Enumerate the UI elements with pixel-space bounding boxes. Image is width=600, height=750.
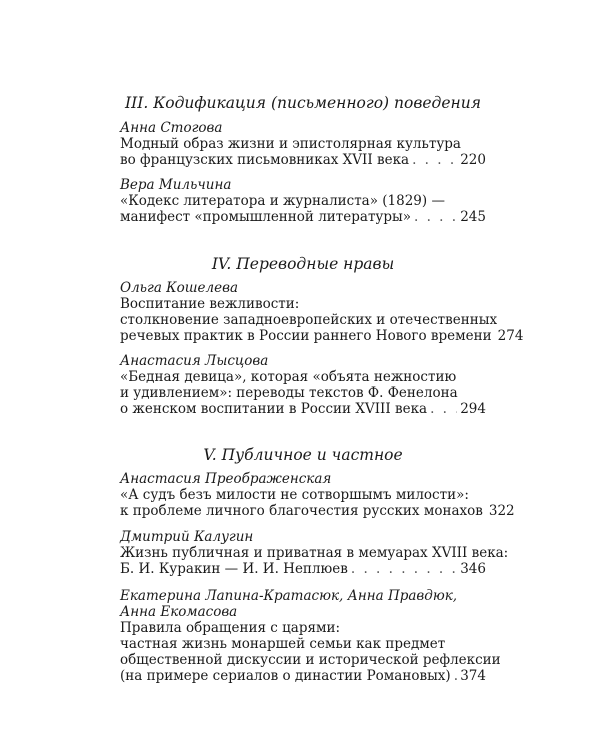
entry-title-line-last: к проблеме личного благочестия русских монахов 322 bbox=[120, 503, 515, 519]
entry-title-line-last: манифест «промышленной литературы» . . . 245 bbox=[120, 209, 486, 225]
entry-author: Дмитрий Калугин bbox=[120, 529, 254, 545]
toc-entry bbox=[120, 471, 515, 519]
entry-author: Екатерина Лапина-Кратасюк, Анна Правдюк, bbox=[120, 588, 458, 604]
entry-author: Ольга Кошелева bbox=[120, 280, 239, 296]
entry-title-line-last: Б. И. Куракин — И. И. Неплюев . . . 346 bbox=[120, 561, 486, 577]
entry-title-line: общественной дискуссии и исторической рефлексии bbox=[120, 652, 501, 668]
entry-title-line: Правила обращения с царями: bbox=[120, 620, 341, 636]
toc-entry bbox=[120, 177, 486, 225]
page-number: 322 bbox=[488, 503, 515, 519]
entry-title-line-last: (на примере сериалов о династии Романовых) . . . 374 bbox=[120, 668, 486, 684]
entry-author: Вера Мильчина bbox=[120, 177, 232, 193]
toc-entry bbox=[120, 353, 486, 417]
entry-title-line: столкновение западноевропейских и отечественных bbox=[120, 312, 498, 328]
page-number: 346 bbox=[460, 561, 486, 577]
dot-leader bbox=[454, 668, 458, 684]
entry-title-line-last: о женском воспитании в России XVIII века . . . 294 bbox=[120, 401, 486, 417]
toc-entry bbox=[120, 120, 486, 168]
dot-leader bbox=[412, 152, 457, 168]
entry-title-line: Воспитание вежливости: bbox=[120, 296, 300, 312]
page-number: 374 bbox=[460, 668, 486, 684]
entry-title-line: Жизнь публичная и приватная в мемуарах XVIII века: bbox=[120, 545, 509, 561]
toc-entry bbox=[120, 280, 524, 344]
entry-title-line: Модный образ жизни и эпистолярная культура bbox=[120, 136, 461, 152]
entry-title-line: «Бедная девица», которая «объята нежностию bbox=[120, 369, 457, 385]
toc-entry bbox=[120, 588, 501, 684]
section-title-iv: IV. Переводные нравы bbox=[211, 255, 395, 273]
entry-author: Анастасия Преображенская bbox=[120, 471, 332, 487]
entry-title-line: и удивлением»: переводы текстов Ф. Фенелона bbox=[120, 385, 458, 401]
entry-title-line-last: во французских письмовниках XVII века . . . 220 bbox=[120, 152, 486, 168]
section-title-iii: III. Кодификация (письменного) поведения bbox=[125, 94, 481, 112]
section-title-v: V. Публичное и частное bbox=[203, 446, 403, 464]
dot-leader bbox=[351, 561, 457, 577]
entry-author: Анастасия Лысцова bbox=[120, 353, 269, 369]
entry-author: Анна Екомасова bbox=[120, 604, 238, 620]
page-number: 274 bbox=[497, 328, 524, 344]
page-number: 294 bbox=[460, 401, 486, 417]
entry-author: Анна Стогова bbox=[120, 120, 223, 136]
entry-title-line: частная жизнь монаршей семьи как предмет bbox=[120, 636, 446, 652]
entry-title-line: «А судъ безъ милости не сотворшымъ милости»: bbox=[120, 487, 469, 503]
page-number: 245 bbox=[460, 209, 486, 225]
entry-title-line: «Кодекс литератора и журналиста» (1829) — bbox=[120, 193, 445, 209]
entry-title-line-last: речевых практик в России раннего Нового времени 274 bbox=[120, 328, 524, 344]
toc-entry bbox=[120, 529, 509, 577]
dot-leader bbox=[430, 401, 457, 417]
page-number: 220 bbox=[460, 152, 486, 168]
dot-leader bbox=[414, 209, 457, 225]
